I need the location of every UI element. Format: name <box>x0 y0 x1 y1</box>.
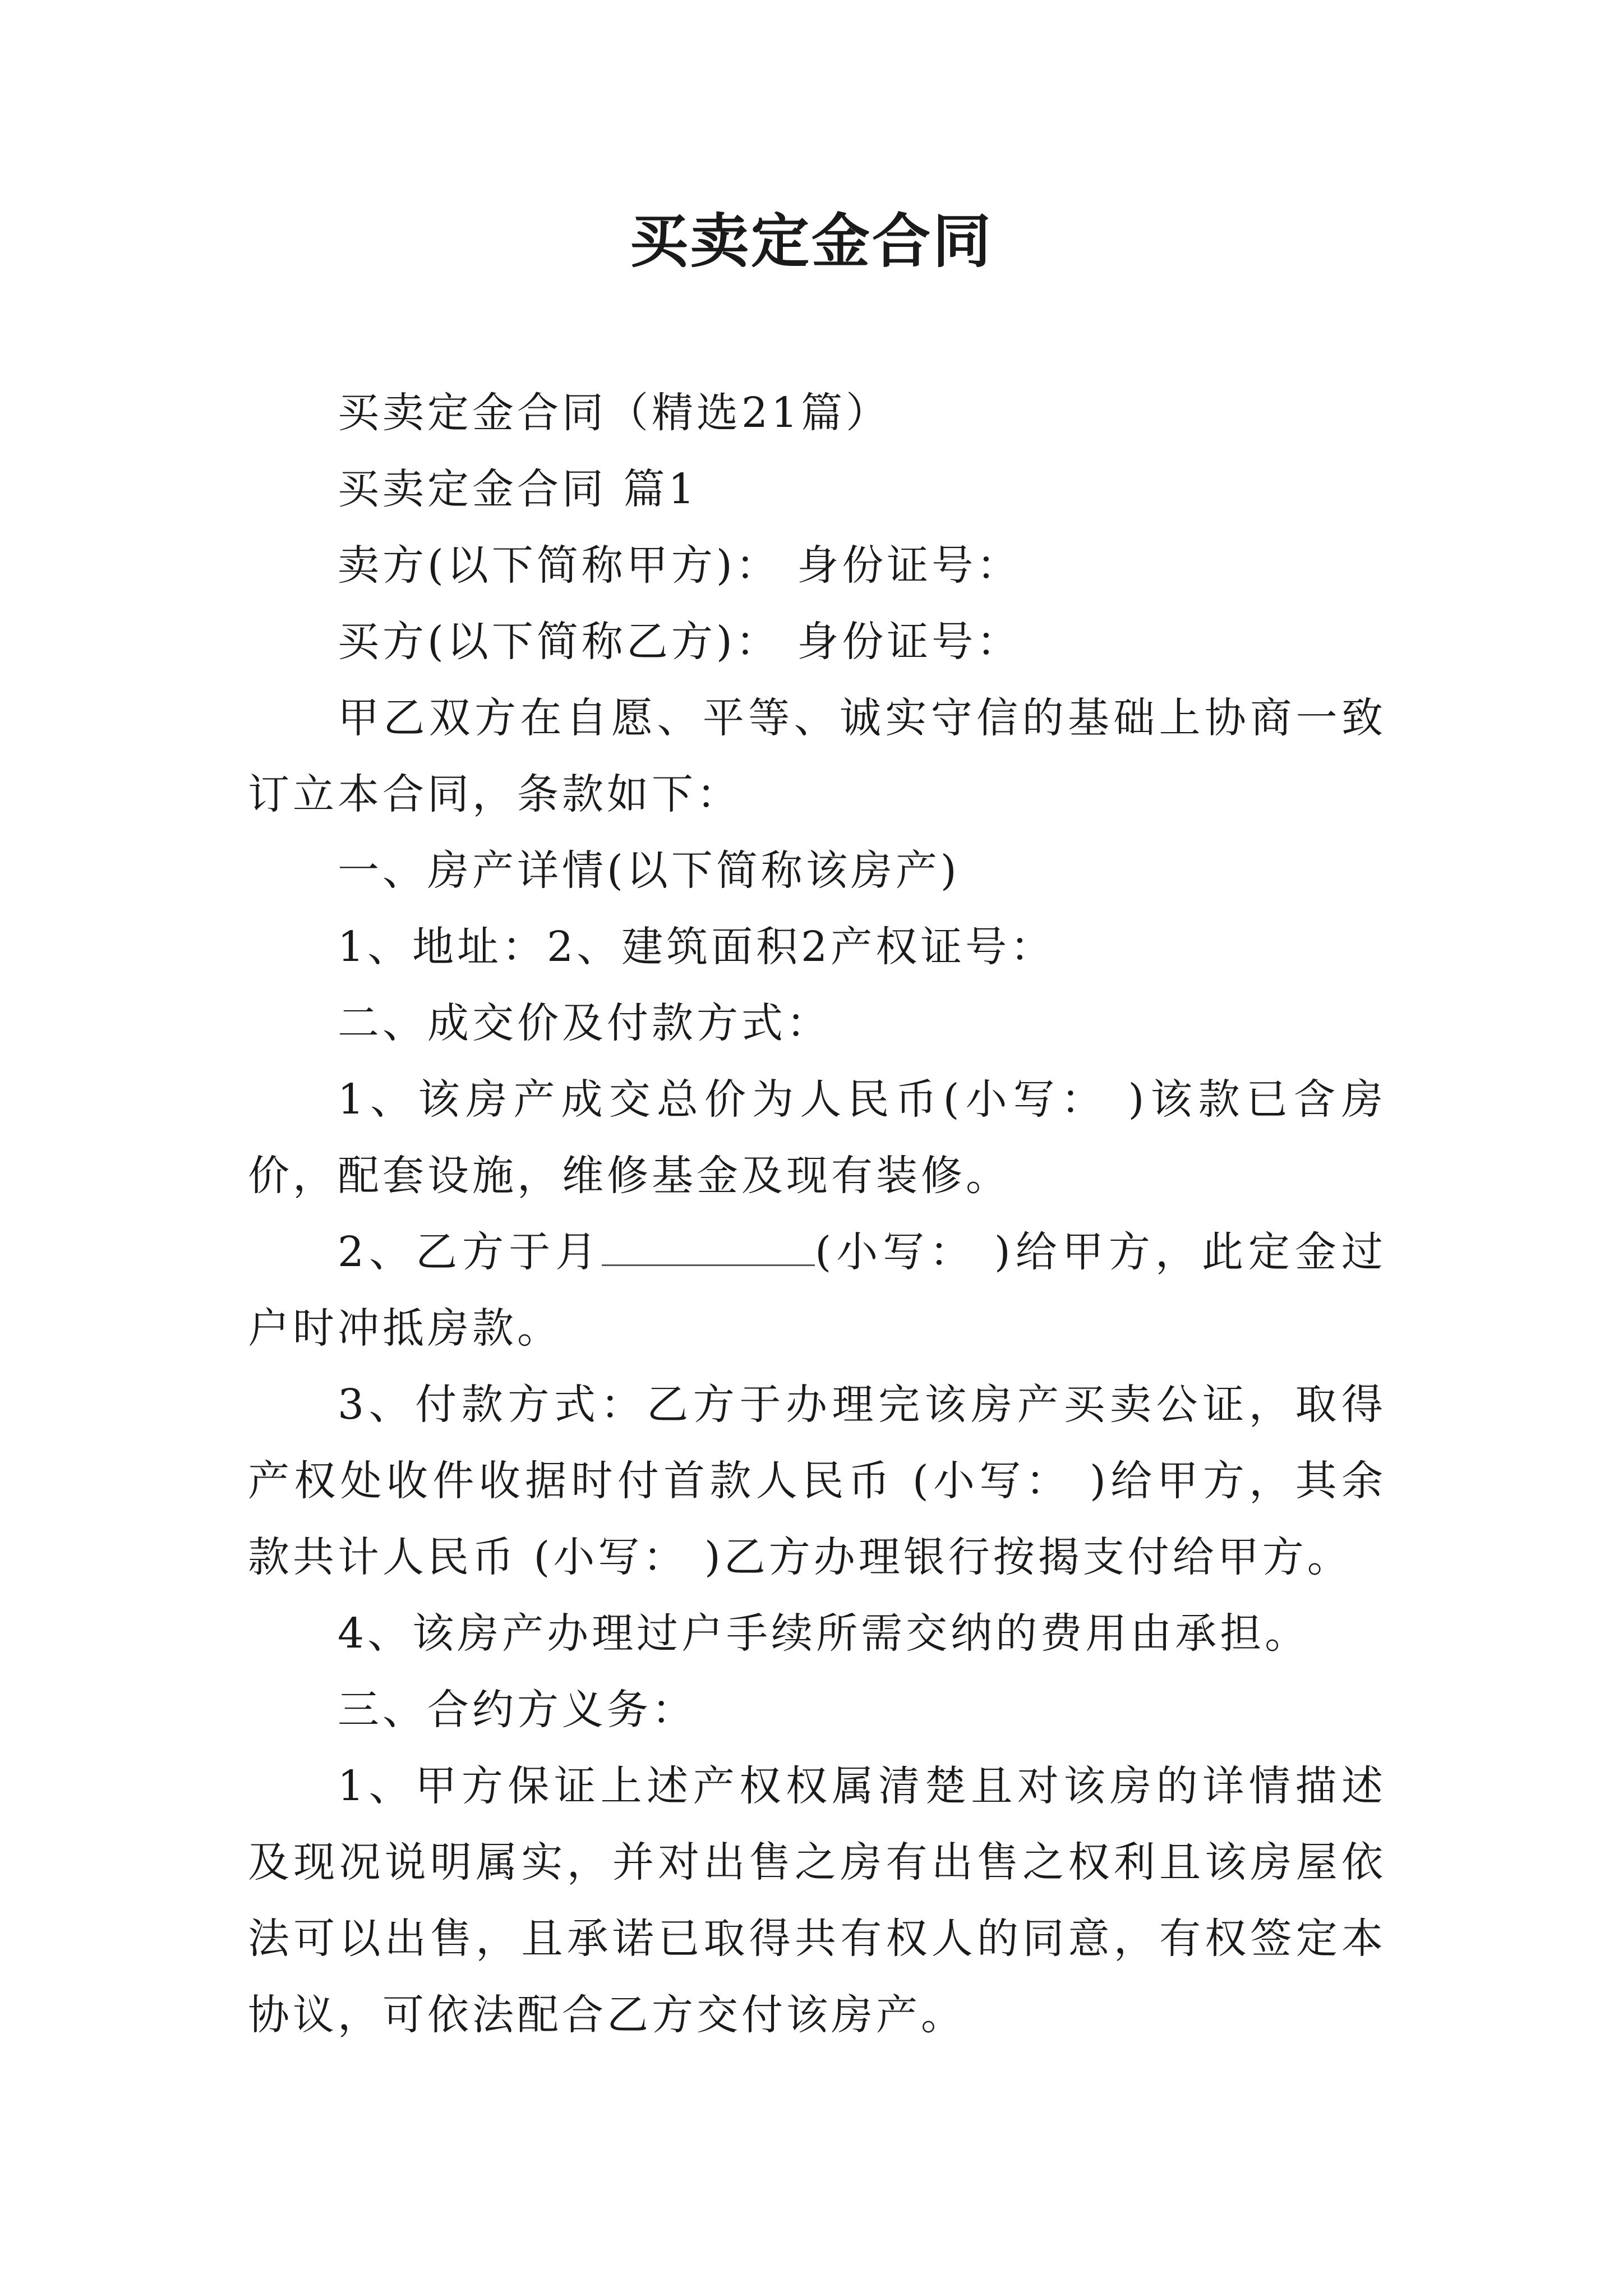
paragraph-collection-title: 买卖定金合同（精选21篇） <box>338 389 891 437</box>
document-body <box>248 375 1386 2053</box>
paragraph-section-price: 二、成交价及付款方式： <box>338 999 831 1047</box>
paragraph-seller-guarantee: 1、甲方保证上述产权权属清楚且对该房的详情描述及现况说明属实，并对出售之房有出售之权利且该房屋依法可以出售，且承诺已取得共有权人的同意，有权签定本协议，可依法配合乙方交付该房产。 <box>248 1762 1386 2039</box>
paragraph-transfer-fees: 4、该房产办理过户手续所需交纳的费用由承担。 <box>338 1609 1310 1658</box>
paragraph-article-heading: 买卖定金合同 篇1 <box>338 465 698 513</box>
paragraph-section-obligations: 三、合约方义务： <box>338 1686 697 1734</box>
paragraph-buyer: 买方(以下简称乙方)： 身份证号： <box>338 618 1022 666</box>
paragraph-deposit <box>248 1214 1386 1366</box>
paragraph-total-price: 1、该房产成交总价为人民币(小写： )该款已含房价，配套设施，维修基金及现有装修。 <box>248 1075 1386 1200</box>
paragraph-property-address: 1、地址：2、建筑面积2产权证号： <box>338 923 1055 971</box>
deposit-blank-line <box>602 1231 815 1266</box>
paragraph-preamble: 甲乙双方在自愿、平等、诚实守信的基础上协商一致订立本合同，条款如下： <box>248 694 1386 818</box>
document-title: 买卖定金合同 <box>629 206 993 275</box>
paragraph-seller: 卖方(以下简称甲方)： 身份证号： <box>338 541 1022 590</box>
deposit-text-before: 2、乙方于月 <box>338 1228 602 1276</box>
paragraph-section-property: 一、房产详情(以下简称该房产) <box>338 846 960 895</box>
paragraph-payment-method: 3、付款方式：乙方于办理完该房产买卖公证，取得产权处收件收据时付首款人民币 (小写： )给甲方，其余款共计人民币 (小写： )乙方办理银行按揭支付给甲方。 <box>248 1381 1386 1581</box>
deposit-text-after: (小写： )给甲方，此定金过户时冲抵房款。 <box>248 1228 1386 1352</box>
